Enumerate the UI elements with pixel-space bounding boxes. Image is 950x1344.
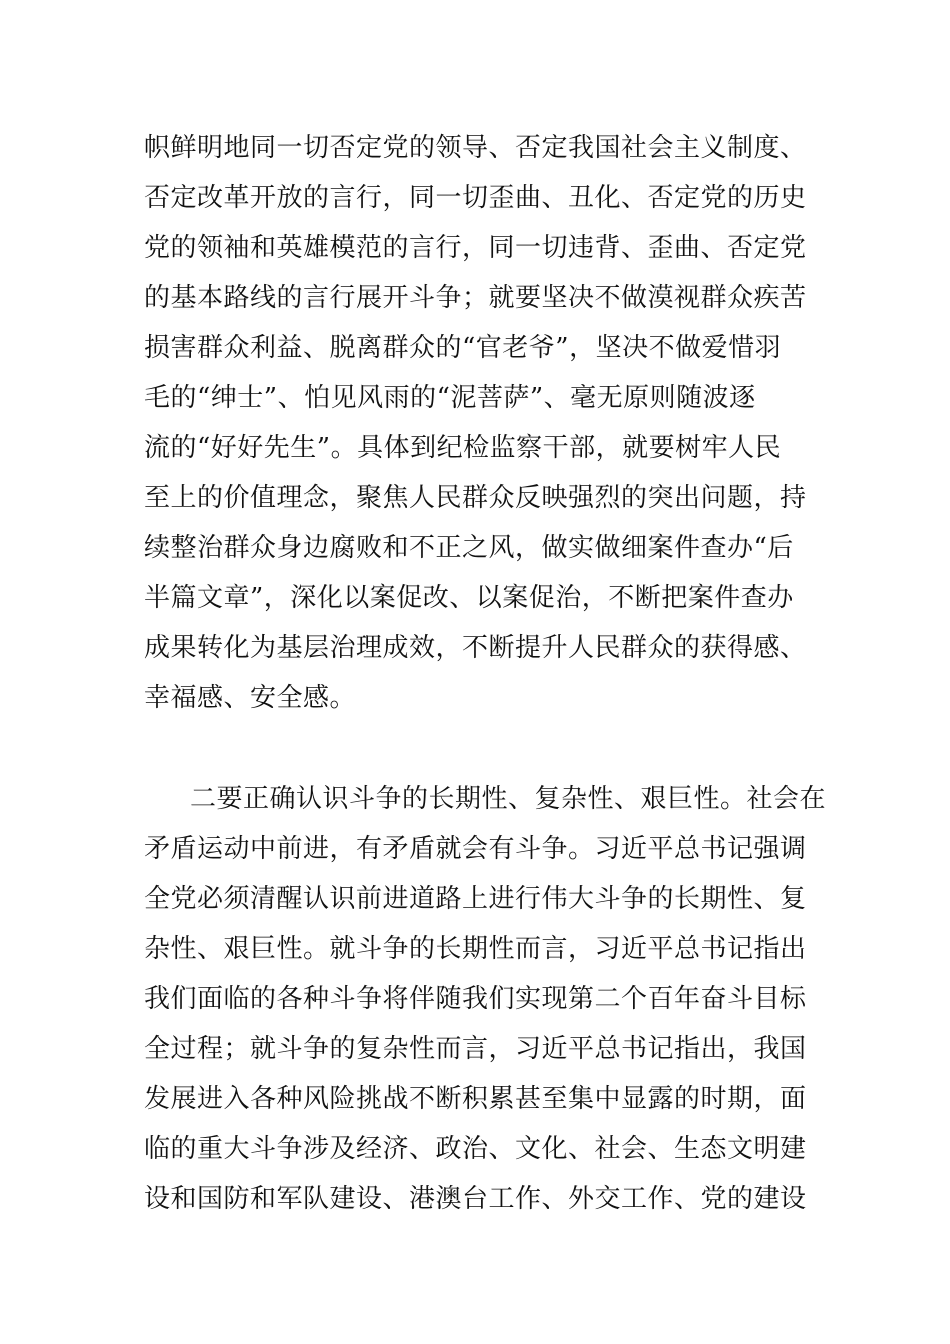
- paragraph-line: 半篇文章”，深化以案促改、以案促治，不断把案件查办: [144, 583, 794, 613]
- paragraph-line: 全党必须清醒认识前进道路上进行伟大斗争的长期性、复: [144, 884, 807, 914]
- paragraph-line: 续整治群众身边腐败和不正之风，做实做细案件查办“后: [144, 533, 794, 563]
- paragraph-line: 的基本路线的言行展开斗争；就要坚决不做漠视群众疾苦: [144, 283, 807, 313]
- paragraph-line: 至上的价值理念，聚焦人民群众反映强烈的突出问题，持: [144, 483, 807, 513]
- paragraph-1: [144, 123, 814, 723]
- paragraph-line: 否定改革开放的言行，同一切歪曲、丑化、否定党的历史: [144, 183, 807, 213]
- paragraph-line: 毛的“绅士”、怕见风雨的“泥菩萨”、毫无原则随波逐: [144, 383, 756, 413]
- paragraph-line: 帜鲜明地同一切否定党的领导、否定我国社会主义制度、: [144, 133, 807, 163]
- paragraph-line: 临的重大斗争涉及经济、政治、文化、社会、生态文明建: [144, 1134, 807, 1164]
- paragraph-line: 损害群众利益、脱离群众的“官老爷”，坚决不做爱惜羽: [144, 333, 782, 363]
- paragraph-line: 杂性、艰巨性。就斗争的长期性而言，习近平总书记指出: [144, 934, 807, 964]
- paragraph-line: 矛盾运动中前进，有矛盾就会有斗争。习近平总书记强调: [144, 834, 807, 864]
- paragraph-line: 设和国防和军队建设、港澳台工作、外交工作、党的建设: [144, 1184, 807, 1214]
- paragraph-line: 幸福感、安全感。: [144, 683, 357, 713]
- paragraph-2: [144, 774, 827, 1224]
- paragraph-line: 成果转化为基层治理成效，不断提升人民群众的获得感、: [144, 633, 807, 663]
- paragraph-line: 我们面临的各种斗争将伴随我们实现第二个百年奋斗目标: [144, 984, 807, 1014]
- paragraph-line: 党的领袖和英雄模范的言行，同一切违背、歪曲、否定党: [144, 233, 807, 263]
- paragraph-line: 流的“好好先生”。具体到纪检监察干部，就要树牢人民: [144, 433, 782, 463]
- paragraph-line: 全过程；就斗争的复杂性而言，习近平总书记指出，我国: [144, 1034, 807, 1064]
- paragraph-first-line: 二要正确认识斗争的长期性、复杂性、艰巨性。社会在: [190, 784, 827, 814]
- paragraph-line: 发展进入各种风险挑战不断积累甚至集中显露的时期，面: [144, 1084, 807, 1114]
